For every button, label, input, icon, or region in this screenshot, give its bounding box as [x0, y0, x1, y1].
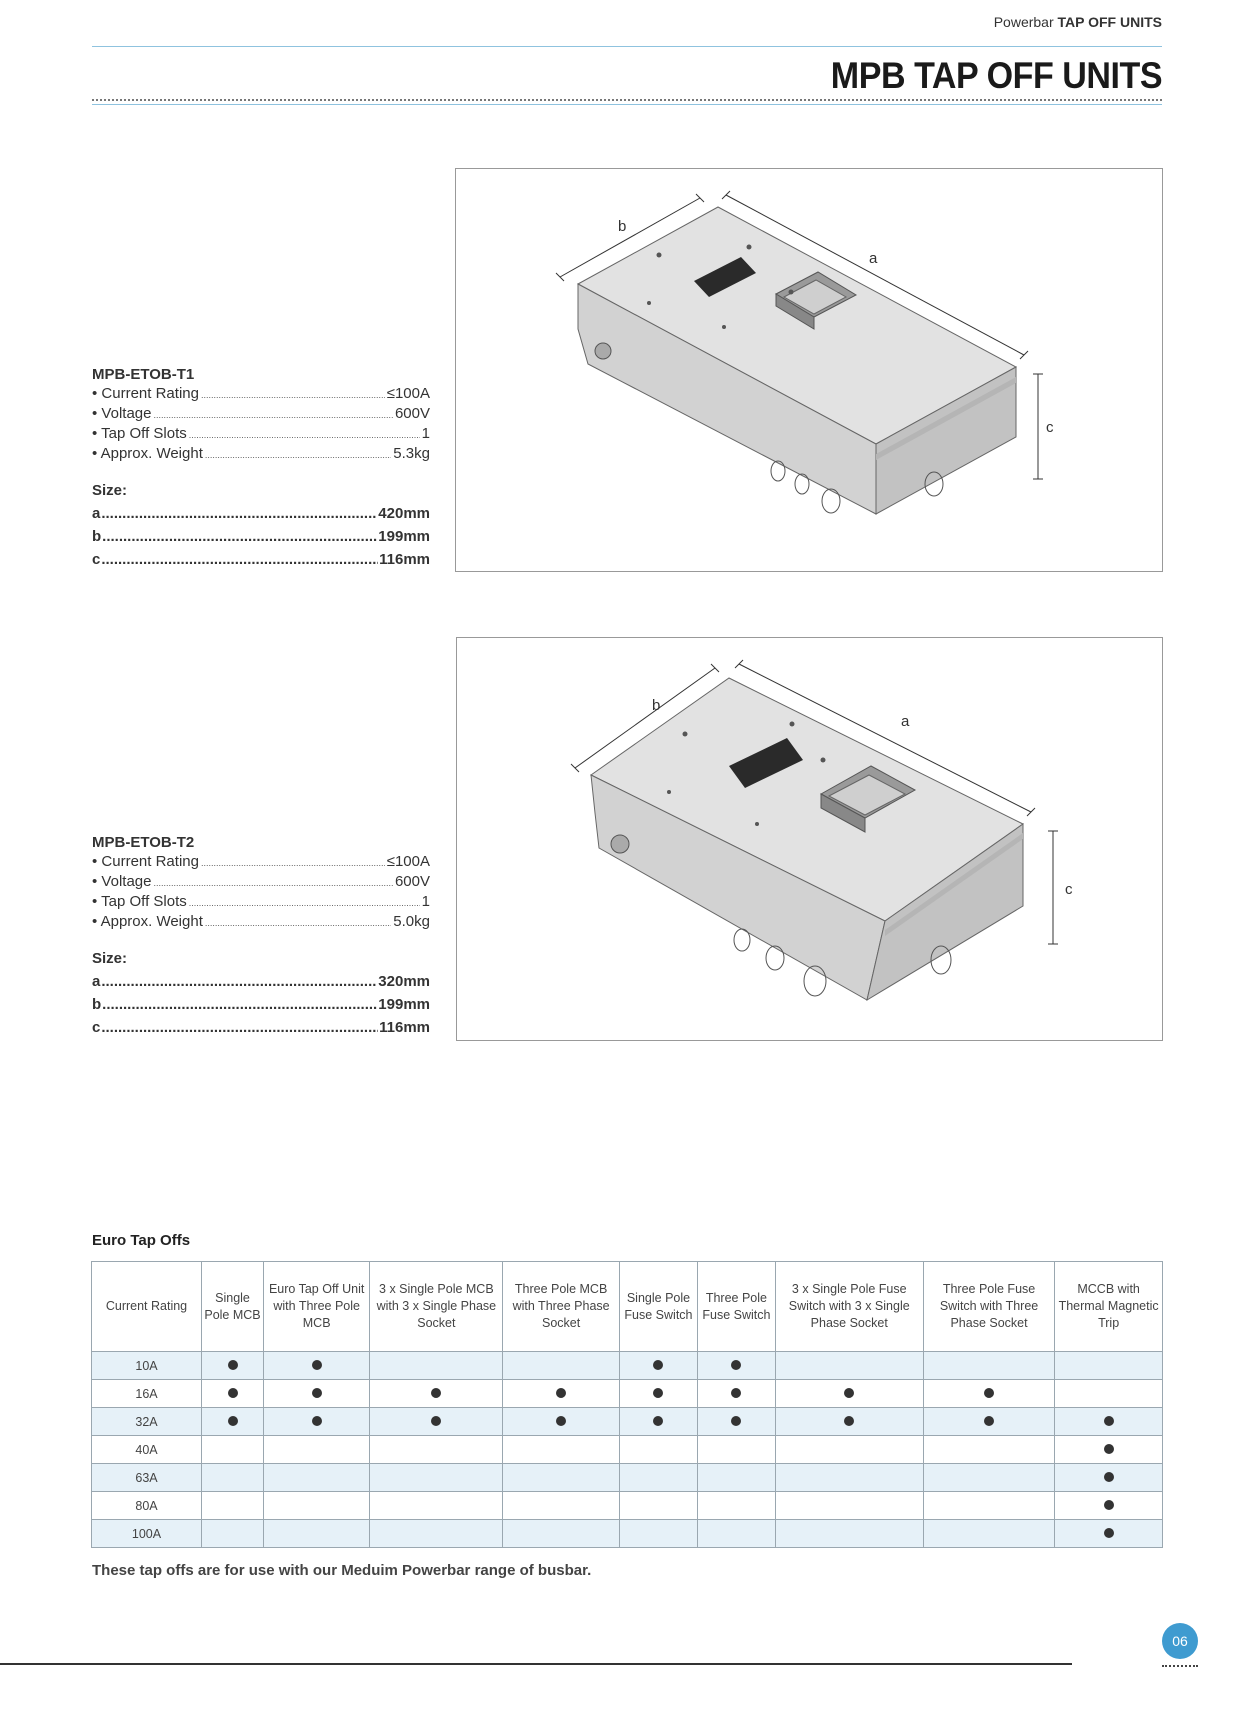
product-figure-t2	[456, 637, 1163, 1041]
footer-divider	[0, 1663, 1072, 1665]
availability-cell	[923, 1380, 1054, 1408]
available-dot-icon	[1104, 1416, 1114, 1426]
availability-cell	[619, 1352, 697, 1380]
table-row	[92, 1520, 1163, 1548]
header-section-label	[994, 14, 1162, 30]
availability-cell	[264, 1464, 370, 1492]
available-dot-icon	[731, 1416, 741, 1426]
table-row	[92, 1380, 1163, 1408]
available-dot-icon	[228, 1416, 238, 1426]
availability-cell	[619, 1436, 697, 1464]
dimension-c-label: c	[1065, 881, 1073, 898]
availability-cell	[923, 1464, 1054, 1492]
table-row	[92, 1352, 1163, 1380]
availability-cell	[619, 1408, 697, 1436]
spec-row: • Approx. Weight ..... 5.3kg	[92, 444, 430, 464]
size-row: a ..... 320mm	[92, 970, 430, 993]
dimension-a-label: a	[901, 713, 910, 730]
available-dot-icon	[556, 1416, 566, 1426]
availability-cell	[370, 1492, 503, 1520]
available-dot-icon	[653, 1360, 663, 1370]
column-header: 3 x Single Pole MCB with 3 x Single Phase Socket	[370, 1262, 503, 1352]
size-row: b ..... 199mm	[92, 993, 430, 1016]
availability-cell	[370, 1380, 503, 1408]
current-rating-cell: 80A	[92, 1492, 202, 1520]
availability-cell	[775, 1380, 923, 1408]
availability-cell	[1055, 1352, 1163, 1380]
availability-cell	[264, 1408, 370, 1436]
available-dot-icon	[844, 1388, 854, 1398]
spec-row: • Tap Off Slots ..... 1	[92, 892, 430, 912]
availability-cell	[1055, 1464, 1163, 1492]
column-header: Three Pole MCB with Three Phase Socket	[503, 1262, 619, 1352]
availability-cell	[264, 1352, 370, 1380]
available-dot-icon	[1104, 1500, 1114, 1510]
availability-cell	[202, 1464, 264, 1492]
spec-row: • Voltage ..... 600V	[92, 404, 430, 424]
availability-cell	[202, 1520, 264, 1548]
availability-cell	[1055, 1492, 1163, 1520]
current-rating-cell: 100A	[92, 1520, 202, 1548]
available-dot-icon	[731, 1388, 741, 1398]
available-dot-icon	[984, 1388, 994, 1398]
availability-cell	[1055, 1520, 1163, 1548]
availability-cell	[503, 1464, 619, 1492]
availability-cell	[698, 1464, 776, 1492]
table-row	[92, 1492, 1163, 1520]
column-header: Single Pole Fuse Switch	[619, 1262, 697, 1352]
availability-cell	[503, 1492, 619, 1520]
available-dot-icon	[431, 1416, 441, 1426]
availability-cell	[264, 1520, 370, 1548]
table-row	[92, 1436, 1163, 1464]
column-header: Three Pole Fuse Switch	[698, 1262, 776, 1352]
euro-tap-offs-table	[91, 1261, 1163, 1548]
available-dot-icon	[556, 1388, 566, 1398]
availability-cell	[923, 1352, 1054, 1380]
spec-row: • Approx. Weight ..... 5.0kg	[92, 912, 430, 932]
availability-cell	[698, 1492, 776, 1520]
availability-cell	[775, 1464, 923, 1492]
available-dot-icon	[984, 1416, 994, 1426]
table-row	[92, 1408, 1163, 1436]
availability-cell	[264, 1436, 370, 1464]
availability-cell	[202, 1408, 264, 1436]
size-row: c ..... 116mm	[92, 548, 430, 571]
availability-cell	[775, 1436, 923, 1464]
available-dot-icon	[1104, 1472, 1114, 1482]
availability-cell	[1055, 1436, 1163, 1464]
availability-cell	[370, 1464, 503, 1492]
available-dot-icon	[844, 1416, 854, 1426]
availability-cell	[698, 1352, 776, 1380]
availability-cell	[264, 1492, 370, 1520]
availability-cell	[503, 1380, 619, 1408]
enclosure-illustration-t2	[457, 638, 1162, 1040]
availability-cell	[503, 1408, 619, 1436]
availability-cell	[370, 1352, 503, 1380]
availability-cell	[619, 1464, 697, 1492]
column-header: Three Pole Fuse Switch with Three Phase Socket	[923, 1262, 1054, 1352]
size-row: b ..... 199mm	[92, 525, 430, 548]
product-spec-t1	[92, 366, 430, 571]
size-title: Size:	[92, 482, 128, 499]
availability-cell	[202, 1380, 264, 1408]
size-row: a ..... 420mm	[92, 502, 430, 525]
availability-cell	[370, 1408, 503, 1436]
availability-cell	[923, 1408, 1054, 1436]
availability-cell	[503, 1520, 619, 1548]
current-rating-cell: 32A	[92, 1408, 202, 1436]
availability-cell	[698, 1380, 776, 1408]
availability-cell	[370, 1436, 503, 1464]
model-name: MPB-ETOB-T1	[92, 366, 195, 383]
size-title: Size:	[92, 950, 128, 967]
availability-cell	[698, 1408, 776, 1436]
spec-row: • Voltage ..... 600V	[92, 872, 430, 892]
column-header: Euro Tap Off Unit with Three Pole MCB	[264, 1262, 370, 1352]
table-header-row	[92, 1262, 1163, 1352]
dimension-b-label: b	[618, 218, 627, 235]
available-dot-icon	[228, 1360, 238, 1370]
availability-cell	[202, 1436, 264, 1464]
title-dotted-rule	[92, 99, 1162, 101]
product-figure-t1	[455, 168, 1163, 572]
availability-cell	[698, 1436, 776, 1464]
availability-cell	[923, 1520, 1054, 1548]
current-rating-cell: 40A	[92, 1436, 202, 1464]
availability-cell	[619, 1520, 697, 1548]
availability-cell	[923, 1436, 1054, 1464]
availability-cell	[775, 1352, 923, 1380]
spec-row: • Current Rating ..... ≤100A	[92, 384, 430, 404]
availability-cell	[619, 1380, 697, 1408]
availability-cell	[619, 1492, 697, 1520]
header-brand: Powerbar	[993, 14, 1054, 30]
dimension-b-label: b	[652, 697, 661, 714]
current-rating-cell: 16A	[92, 1380, 202, 1408]
size-row: c ..... 116mm	[92, 1016, 430, 1039]
available-dot-icon	[731, 1360, 741, 1370]
header-section: TAP OFF UNITS	[1057, 14, 1162, 30]
enclosure-illustration-t1	[456, 169, 1162, 571]
availability-cell	[370, 1520, 503, 1548]
page-title: MPB TAP OFF UNITS	[830, 55, 1162, 96]
dimension-a-label: a	[869, 250, 878, 267]
column-header: MCCB with Thermal Magnetic Trip	[1055, 1262, 1163, 1352]
available-dot-icon	[653, 1416, 663, 1426]
spec-row: • Current Rating ..... ≤100A	[92, 852, 430, 872]
available-dot-icon	[312, 1360, 322, 1370]
table-note: These tap offs are for use with our Meduim Powerbar range of busbar.	[92, 1562, 592, 1579]
availability-cell	[923, 1492, 1054, 1520]
column-header: Current Rating	[92, 1262, 202, 1352]
table-title: Euro Tap Offs	[92, 1232, 191, 1249]
page-number-badge: 06	[1162, 1623, 1198, 1659]
availability-cell	[202, 1352, 264, 1380]
available-dot-icon	[1104, 1444, 1114, 1454]
current-rating-cell: 10A	[92, 1352, 202, 1380]
product-spec-t2	[92, 834, 430, 1039]
spec-row: • Tap Off Slots ..... 1	[92, 424, 430, 444]
dimension-c-label: c	[1046, 419, 1054, 436]
table-row	[92, 1464, 1163, 1492]
page-number-dots	[1162, 1665, 1198, 1667]
model-name: MPB-ETOB-T2	[92, 834, 195, 851]
availability-cell	[1055, 1380, 1163, 1408]
available-dot-icon	[312, 1388, 322, 1398]
current-rating-cell: 63A	[92, 1464, 202, 1492]
title-divider	[92, 104, 1162, 105]
available-dot-icon	[228, 1388, 238, 1398]
availability-cell	[1055, 1408, 1163, 1436]
availability-cell	[775, 1408, 923, 1436]
table-body	[92, 1352, 1163, 1548]
availability-cell	[264, 1380, 370, 1408]
availability-cell	[698, 1520, 776, 1548]
availability-cell	[202, 1492, 264, 1520]
column-header: Single Pole MCB	[202, 1262, 264, 1352]
availability-cell	[775, 1520, 923, 1548]
availability-cell	[503, 1436, 619, 1464]
available-dot-icon	[431, 1388, 441, 1398]
availability-cell	[503, 1352, 619, 1380]
available-dot-icon	[653, 1388, 663, 1398]
column-header: 3 x Single Pole Fuse Switch with 3 x Single Phase Socket	[775, 1262, 923, 1352]
available-dot-icon	[1104, 1528, 1114, 1538]
header-divider	[92, 46, 1162, 47]
available-dot-icon	[312, 1416, 322, 1426]
availability-cell	[775, 1492, 923, 1520]
